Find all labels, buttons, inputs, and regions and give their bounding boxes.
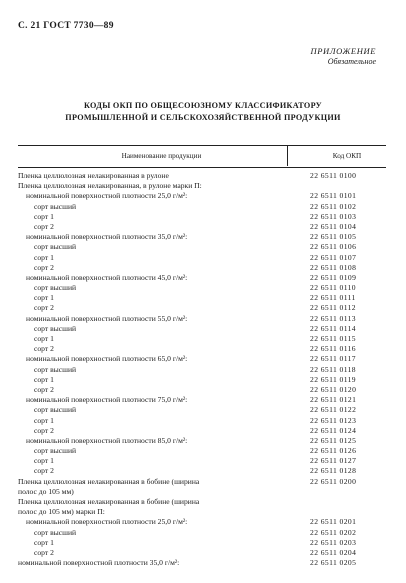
product-name: сорт высший bbox=[34, 283, 77, 293]
table-row bbox=[18, 528, 386, 538]
okp-code: 22 6511 0120 bbox=[310, 384, 357, 394]
okp-code: 22 6511 0117 bbox=[310, 354, 357, 364]
okp-code: 22 6511 0102 bbox=[310, 201, 357, 211]
product-name: сорт 1 bbox=[34, 374, 54, 384]
okp-code: 22 6511 0101 bbox=[310, 191, 357, 201]
product-name: сорт 2 bbox=[34, 384, 54, 394]
page-header: С. 21 ГОСТ 7730—89 bbox=[18, 21, 114, 31]
product-name: сорт 1 bbox=[34, 334, 54, 343]
product-name: номинальной поверхностной плотности 25,0 г/м²: bbox=[26, 191, 188, 201]
column-header-name: Наименование продукции bbox=[121, 152, 202, 160]
okp-code: 22 6511 0122 bbox=[310, 405, 357, 415]
product-name: сорт 1 bbox=[34, 537, 54, 547]
table-row bbox=[18, 344, 386, 354]
table-row bbox=[18, 222, 386, 232]
table-row bbox=[18, 293, 386, 303]
table-row bbox=[18, 334, 386, 344]
okp-code: 22 6511 0115 bbox=[310, 334, 357, 343]
okp-code: 22 6511 0121 bbox=[310, 395, 357, 405]
okp-code: 22 6511 0124 bbox=[310, 425, 357, 435]
product-name: сорт 1 bbox=[34, 293, 54, 303]
product-name: номинальной поверхностной плотности 35,0 г/м²: bbox=[26, 232, 188, 242]
product-name: сорт 2 bbox=[34, 303, 54, 313]
okp-code: 22 6511 0119 bbox=[310, 374, 357, 384]
table-body bbox=[18, 171, 386, 568]
product-name: Пленка целлюлозная нелакированная, в рулоне марки П: bbox=[18, 181, 202, 191]
okp-code: 22 6511 0202 bbox=[310, 527, 357, 537]
table-row bbox=[18, 283, 386, 293]
table-row bbox=[18, 354, 386, 364]
product-name: полос до 105 мм) bbox=[18, 486, 74, 496]
product-name: полос до 105 мм) марки П: bbox=[18, 507, 105, 517]
product-name: сорт 2 bbox=[34, 344, 54, 354]
table-row bbox=[18, 385, 386, 395]
okp-code: 22 6511 0107 bbox=[310, 252, 357, 262]
product-name: сорт 1 bbox=[34, 456, 54, 466]
okp-code: 22 6511 0112 bbox=[310, 303, 357, 313]
table-row bbox=[18, 375, 386, 385]
table-row bbox=[18, 507, 386, 517]
table-row bbox=[18, 517, 386, 527]
product-name: сорт высший bbox=[34, 446, 77, 456]
product-name: сорт высший bbox=[34, 323, 77, 333]
table-row bbox=[18, 232, 386, 242]
okp-code: 22 6511 0201 bbox=[310, 517, 357, 527]
table-row bbox=[18, 405, 386, 415]
okp-code: 22 6511 0118 bbox=[310, 364, 357, 374]
table-row bbox=[18, 253, 386, 263]
table-row bbox=[18, 446, 386, 456]
product-name: номинальной поверхностной плотности 75,0 г/м²: bbox=[26, 395, 188, 405]
okp-code: 22 6511 0123 bbox=[310, 415, 357, 425]
appendix-title: ПРИЛОЖЕНИЕ bbox=[310, 46, 376, 56]
document-title bbox=[0, 100, 406, 124]
okp-code: 22 6511 0108 bbox=[310, 262, 357, 272]
product-name: сорт 2 bbox=[34, 221, 54, 231]
product-name: номинальной поверхностной плотности 65,0 г/м²: bbox=[26, 354, 188, 364]
product-name: сорт высший bbox=[34, 405, 77, 415]
table-row bbox=[18, 181, 386, 191]
table-row bbox=[18, 426, 386, 436]
table-row bbox=[18, 466, 386, 476]
okp-code: 22 6511 0125 bbox=[310, 435, 357, 445]
okp-code: 22 6511 0200 bbox=[310, 476, 357, 486]
okp-code: 22 6511 0203 bbox=[310, 537, 357, 547]
product-name: номинальной поверхностной плотности 35,0 г/м²: bbox=[18, 558, 180, 568]
product-name: Пленка целлюлозная нелакированная в бобине (ширина bbox=[18, 476, 200, 486]
okp-code: 22 6511 0104 bbox=[310, 221, 357, 231]
table-row bbox=[18, 263, 386, 273]
okp-code: 22 6511 0113 bbox=[310, 313, 357, 323]
table-row bbox=[18, 303, 386, 313]
okp-code: 22 6511 0106 bbox=[310, 242, 357, 252]
product-name: сорт высший bbox=[34, 201, 77, 211]
table-row bbox=[18, 395, 386, 405]
product-name: сорт высший bbox=[34, 364, 77, 374]
column-divider bbox=[287, 145, 288, 166]
product-name: номинальной поверхностной плотности 45,0 г/м²: bbox=[26, 272, 188, 282]
table-row bbox=[18, 273, 386, 283]
table-row bbox=[18, 171, 386, 181]
table-header bbox=[18, 145, 386, 168]
table-row bbox=[18, 202, 386, 212]
appendix-label bbox=[311, 46, 377, 66]
column-header-code: Код ОКП bbox=[332, 152, 362, 160]
okp-code: 22 6511 0111 bbox=[310, 293, 356, 303]
product-name: сорт 2 bbox=[34, 547, 54, 557]
product-name: Пленка целлюлозная нелакированная в рулоне bbox=[18, 171, 169, 180]
okp-code: 22 6511 0103 bbox=[310, 211, 357, 221]
table-row bbox=[18, 242, 386, 252]
okp-code-table bbox=[18, 145, 386, 568]
product-name: сорт 1 bbox=[34, 415, 54, 425]
table-row bbox=[18, 212, 386, 222]
title-line: ПРОМЫШЛЕННОЙ И СЕЛЬСКОХОЗЯЙСТВЕННОЙ ПРОДУКЦИИ bbox=[65, 113, 341, 122]
table-row bbox=[18, 497, 386, 507]
table-row bbox=[18, 456, 386, 466]
product-name: сорт высший bbox=[34, 242, 77, 252]
table-row bbox=[18, 314, 386, 324]
table-row bbox=[18, 558, 386, 568]
table-row bbox=[18, 436, 386, 446]
product-name: сорт 2 bbox=[34, 466, 54, 476]
table-row bbox=[18, 538, 386, 548]
table-row bbox=[18, 487, 386, 497]
appendix-subtitle: Обязательное bbox=[327, 57, 376, 66]
okp-code: 22 6511 0110 bbox=[310, 283, 357, 293]
product-name: номинальной поверхностной плотности 85,0 г/м²: bbox=[26, 435, 188, 445]
okp-code: 22 6511 0100 bbox=[310, 171, 357, 180]
okp-code: 22 6511 0116 bbox=[310, 344, 357, 354]
okp-code: 22 6511 0127 bbox=[310, 456, 357, 466]
okp-code: 22 6511 0204 bbox=[310, 547, 357, 557]
okp-code: 22 6511 0109 bbox=[310, 272, 357, 282]
product-name: Пленка целлюлозная нелакированная в бобине (ширина bbox=[18, 497, 200, 506]
product-name: сорт 1 bbox=[34, 211, 54, 221]
okp-code: 22 6511 0128 bbox=[310, 466, 357, 476]
okp-code: 22 6511 0105 bbox=[310, 232, 357, 242]
table-row bbox=[18, 365, 386, 375]
table-row bbox=[18, 324, 386, 334]
product-name: номинальной поверхностной плотности 55,0 г/м²: bbox=[26, 313, 188, 323]
okp-code: 22 6511 0205 bbox=[310, 558, 357, 568]
product-name: сорт 2 bbox=[34, 262, 54, 272]
product-name: сорт 2 bbox=[34, 425, 54, 435]
table-row bbox=[18, 548, 386, 558]
title-line: КОДЫ ОКП ПО ОБЩЕСОЮЗНОМУ КЛАССИФИКАТОРУ bbox=[84, 101, 322, 110]
okp-code: 22 6511 0114 bbox=[310, 323, 357, 333]
table-row bbox=[18, 191, 386, 201]
table-row bbox=[18, 416, 386, 426]
product-name: сорт 1 bbox=[34, 252, 54, 262]
okp-code: 22 6511 0126 bbox=[310, 446, 357, 456]
table-row bbox=[18, 477, 386, 487]
product-name: сорт высший bbox=[34, 527, 77, 537]
product-name: номинальной поверхностной плотности 25,0 г/м²: bbox=[26, 517, 188, 527]
